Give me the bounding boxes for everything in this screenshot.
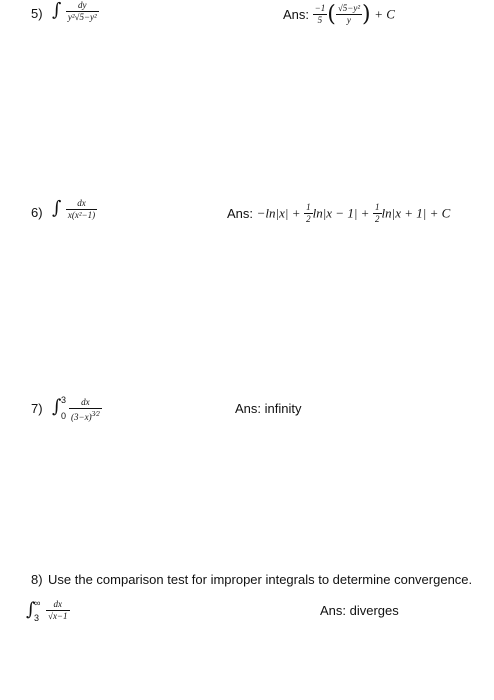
problem-7-answer: Ans: infinity — [235, 401, 302, 416]
exp-denominator: 2 — [96, 410, 100, 418]
problem-6-answer — [227, 202, 450, 225]
answer-part1: −ln|x| + — [256, 205, 301, 221]
problem-8-answer: Ans: diverges — [320, 603, 399, 618]
problem-7-denominator: $(3-x)^{3⁄2}$ — [71, 410, 100, 422]
half-numerator: 1 — [375, 202, 380, 212]
answer-part2: ln|x − 1| + — [312, 205, 370, 221]
inner-numerator: √5−y² — [337, 3, 361, 13]
problem-6-fraction — [66, 198, 97, 221]
upper-limit: ∞ — [34, 598, 41, 608]
problem-5-fraction — [66, 0, 99, 23]
left-paren: ( — [327, 2, 336, 27]
problem-6-denominator: x(x²−1) — [67, 210, 96, 220]
upper-limit: 3 — [61, 395, 67, 405]
problem-8-denominator: √x−1 — [48, 611, 68, 621]
problem-6-number: 6) — [31, 205, 43, 220]
half-fraction — [304, 202, 313, 225]
integral-sign: ∫ — [52, 197, 62, 219]
right-paren: ) — [362, 2, 371, 27]
inner-denominator: y — [336, 14, 362, 26]
problem-8-numerator: dx — [53, 599, 62, 609]
integral-sign: ∫ — [26, 599, 36, 620]
lower-limit: 3 — [34, 613, 40, 623]
exp-numerator: 3 — [91, 410, 96, 418]
answer-tail: + C — [374, 6, 395, 22]
integral-sign: ∫ — [52, 0, 62, 21]
problem-7-number: 7) — [31, 401, 43, 416]
denominator-base: (3−x) — [71, 412, 92, 422]
problem-8-integral — [26, 597, 86, 631]
problem-6-integral — [52, 198, 97, 221]
problem-8-fraction — [46, 599, 70, 622]
problem-7-fraction — [69, 397, 102, 423]
answer-inner-fraction — [336, 3, 362, 26]
answer-coef-fraction — [313, 3, 328, 26]
half-denominator: 2 — [375, 214, 380, 224]
answer-prefix: Ans: — [227, 206, 254, 221]
answer-prefix: Ans: — [283, 7, 310, 22]
coef-denominator: 5 — [313, 14, 328, 26]
half-numerator: 1 — [306, 202, 311, 212]
problem-7-numerator: dx — [81, 397, 90, 407]
half-denominator: 2 — [306, 214, 311, 224]
coef-numerator: −1 — [314, 3, 326, 13]
problem-5-number: 5) — [31, 6, 43, 21]
lower-limit: 0 — [61, 411, 67, 421]
integral-sign: ∫ — [52, 396, 62, 417]
problem-5-answer — [283, 2, 395, 27]
problem-5-integral — [52, 0, 99, 23]
problem-6-numerator: dx — [77, 198, 86, 208]
problem-5-numerator: dy — [78, 0, 87, 10]
problem-8-prompt: Use the comparison test for improper integrals to determine convergence. — [48, 572, 473, 587]
half-fraction — [373, 202, 382, 225]
problem-8-number: 8) — [31, 572, 43, 587]
answer-part3: ln|x + 1| + C — [381, 205, 451, 221]
problem-7-integral — [52, 393, 112, 427]
problem-5-denominator: y²√5−y² — [67, 12, 97, 22]
